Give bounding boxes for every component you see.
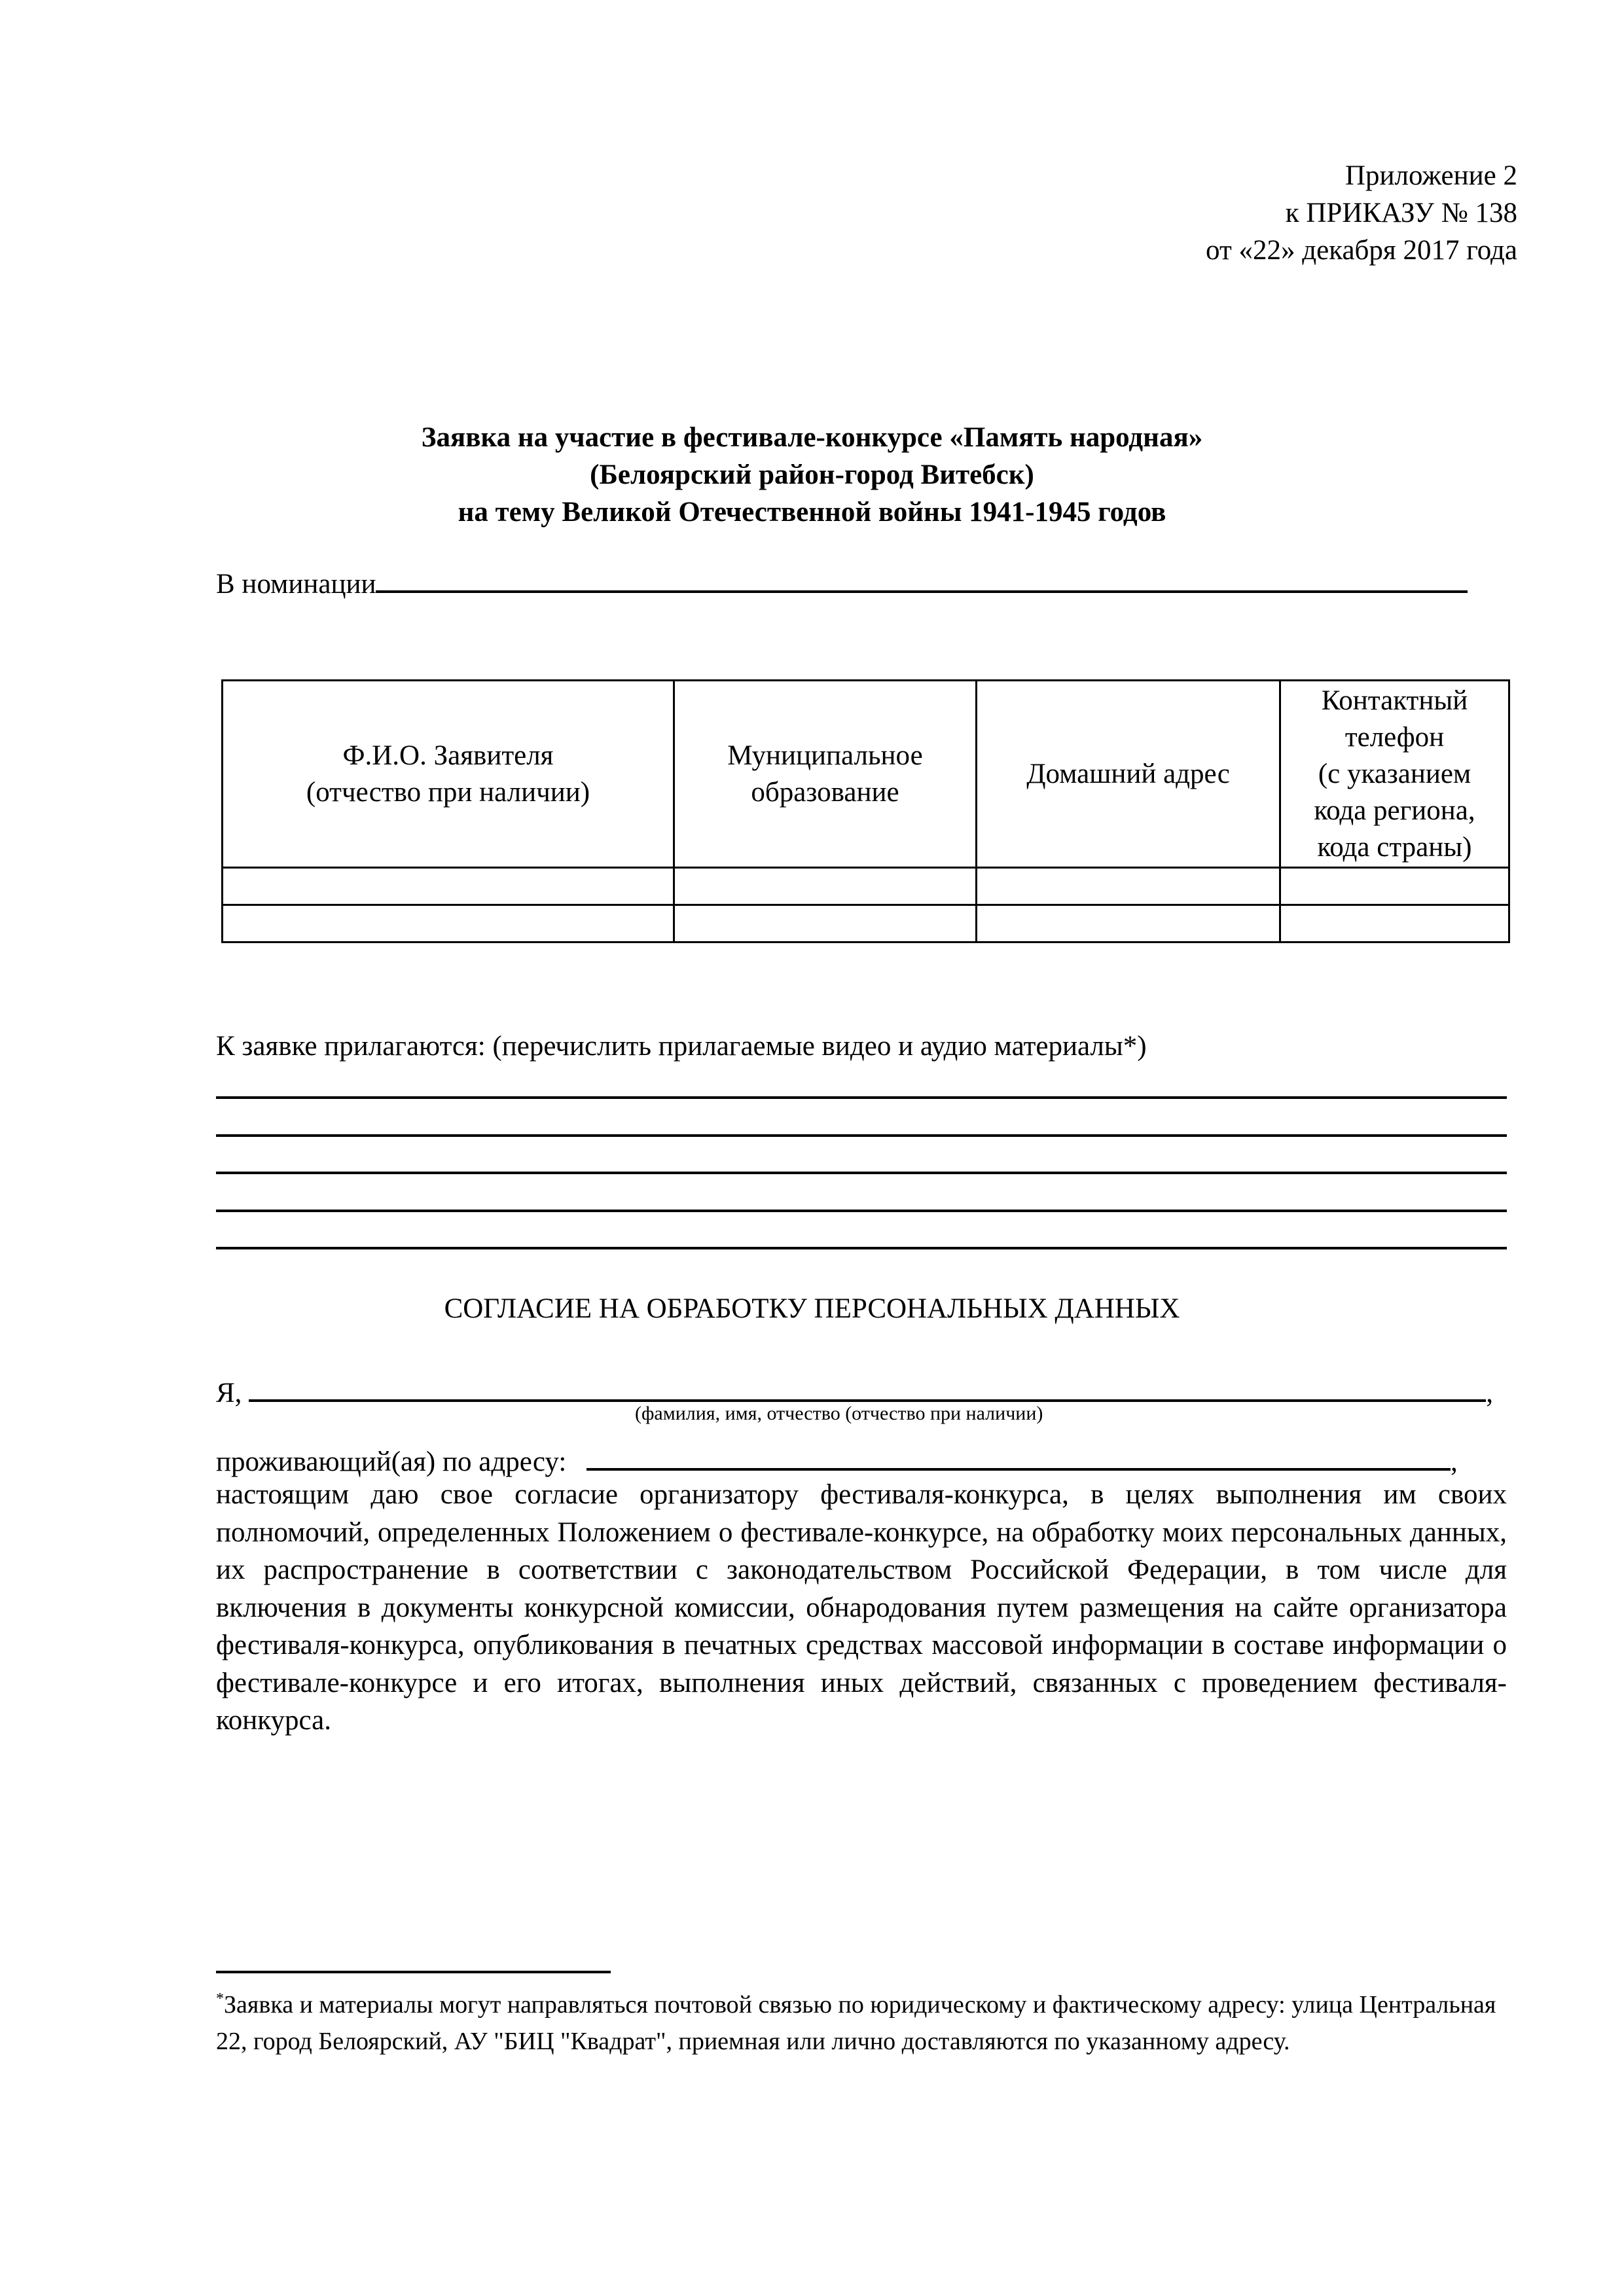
cell-home-address[interactable] (977, 868, 1280, 905)
cell-fio[interactable] (223, 868, 674, 905)
order-date: от «22» декабря 2017 года (1206, 235, 1517, 266)
applicant-table (221, 679, 1510, 943)
attachments-label (216, 1028, 1147, 1066)
order-number: к ПРИКАЗУ № 138 (1285, 198, 1517, 228)
nomination-field[interactable] (376, 564, 1468, 593)
appendix-reference (1206, 157, 1517, 269)
header-text: (с указанием (1318, 758, 1471, 789)
title-line-2: (Белоярский район-город Витебск) (590, 459, 1034, 490)
cell-municipality[interactable] (674, 868, 977, 905)
column-header-home-address (977, 681, 1280, 868)
title-line-3: на тему Великой Отечественной войны 1941-1945 годов (458, 497, 1166, 528)
footnote-separator (216, 1971, 611, 1973)
consent-address-field[interactable] (586, 1442, 1451, 1471)
consent-name-hint: (фамилия, имя, отчество (отчество при наличии) (635, 1403, 1043, 1424)
footnote-marker: * (216, 1990, 224, 2007)
appendix-number: Приложение 2 (1344, 160, 1517, 191)
header-text: кода региона, (1314, 795, 1475, 826)
column-header-municipality (674, 681, 977, 868)
column-header-fio (223, 681, 674, 868)
cell-phone[interactable] (1280, 868, 1509, 905)
cell-phone[interactable] (1280, 905, 1509, 942)
header-text: кода страны) (1317, 831, 1472, 863)
table-row (223, 905, 1509, 942)
attachments-label-text: К заявке прилагаются: (перечислить прилагаемые видео и аудио материалы (216, 1031, 1123, 1062)
attachment-line-1[interactable] (216, 1096, 1507, 1099)
table-row (223, 868, 1509, 905)
nomination-row (216, 564, 1468, 603)
cell-fio[interactable] (223, 905, 674, 942)
consent-body: настоящим даю свое согласие организатору фестиваля-конкурса, в целях выполнения им своих полномочий, определенных Положением о фестивале-конкурсе, на обработку моих персональных данных, их распространение в соответствии с законодательством Российской Федерации, в том числе для включения в документы конкурсной комиссии, обнародования путем размещения на сайте организатора фестиваля-конкурса, опубликования в печатных средствах массовой информации в составе информации о фестивале-конкурсе и его итогах, выполнения иных действий, связанных с проведением фестиваля-конкурса. (216, 1479, 1507, 1736)
nomination-label: В номинации (216, 569, 376, 600)
table-header-row (223, 681, 1509, 868)
header-text: Контактный (1321, 685, 1468, 716)
header-text: телефон (1344, 721, 1445, 753)
consent-address-row (216, 1442, 1512, 1481)
document-title (0, 419, 1624, 531)
consent-address-label: проживающий(ая) по адресу: (216, 1446, 567, 1477)
consent-name-suffix: , (1486, 1378, 1493, 1408)
consent-name-prefix: Я, (216, 1378, 242, 1408)
footnote-text: Заявка и материалы могут направляться почтовой связью по юридическому и фактическому адресу: улица Центральная 22, город Белоярский, АУ "БИЦ "Квадрат", приемная или лично доставляются по указанному адресу. (216, 1991, 1496, 2055)
attachments-label-end: ) (1137, 1031, 1147, 1062)
attachment-line-5[interactable] (216, 1247, 1507, 1249)
consent-name-field[interactable] (249, 1373, 1486, 1402)
header-text: Муниципальное (727, 740, 923, 771)
attachment-line-2[interactable] (216, 1134, 1507, 1137)
title-line-1: Заявка на участие в фестивале-конкурсе «Память народная» (421, 422, 1203, 453)
cell-municipality[interactable] (674, 905, 977, 942)
footnote (216, 1986, 1507, 2060)
header-text: Ф.И.О. Заявителя (342, 740, 554, 771)
consent-title: СОГЛАСИЕ НА ОБРАБОТКУ ПЕРСОНАЛЬНЫХ ДАННЫХ (444, 1293, 1180, 1324)
header-text: образование (751, 776, 899, 808)
consent-address-suffix: , (1451, 1446, 1458, 1477)
cell-home-address[interactable] (977, 905, 1280, 942)
column-header-phone (1280, 681, 1509, 868)
header-text: (отчество при наличии) (306, 776, 590, 808)
attachment-line-3[interactable] (216, 1172, 1507, 1174)
header-text: Домашний адрес (1026, 758, 1230, 789)
attachment-line-4[interactable] (216, 1210, 1507, 1212)
footnote-asterisk-ref: * (1123, 1031, 1138, 1062)
